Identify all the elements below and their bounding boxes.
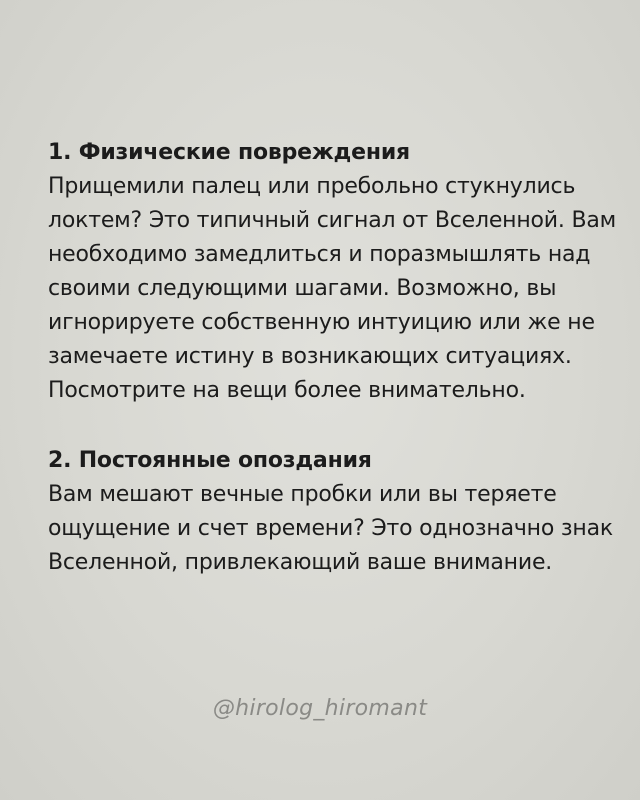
section-constant-lateness	[48, 444, 618, 580]
author-handle: @hirolog_hiromant	[212, 696, 428, 721]
section-body: Прищемили палец или пребольно стукнулись локтем? Это типичный сигнал от Вселенной. Вам необходимо замедлиться и поразмышлять над своими следующими шагами. Возможно, вы игнорируете собственную интуицию или же не замечаете истину в возникающих ситуациях. Посмотрите на вещи более внимательно.	[48, 174, 617, 403]
article-content	[48, 136, 618, 580]
section-body: Вам мешают вечные пробки или вы теряете ощущение и счет времени? Это однозначно знак Вселенной, привлекающий ваше внимание.	[48, 482, 613, 575]
section-heading: 1. Физические повреждения	[48, 140, 410, 165]
section-physical-injuries	[48, 136, 618, 408]
section-heading: 2. Постоянные опоздания	[48, 448, 372, 473]
